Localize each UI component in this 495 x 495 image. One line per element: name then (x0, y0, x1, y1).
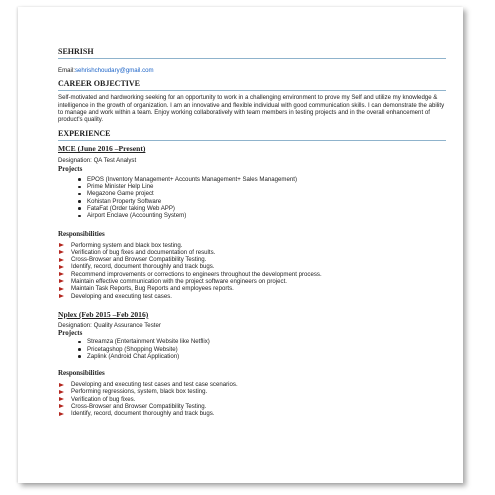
email-line (58, 67, 446, 74)
job-entry (58, 310, 446, 418)
list-item-text: Verification of bug fixes and documentation of results. (71, 248, 216, 256)
arrow-bullet-icon (59, 390, 64, 394)
projects-list (58, 338, 446, 360)
arrow-bullet-icon (59, 397, 64, 401)
job-title: Nplex (Feb 2015 –Feb 2016) (58, 309, 149, 319)
list-item: Pricetagshop (Shopping Website) (78, 346, 446, 353)
list-item (58, 271, 446, 278)
arrow-bullet-icon (59, 272, 64, 276)
list-item-text: Maintain Task Reports, Bug Reports and employees reports. (71, 285, 234, 293)
divider (58, 140, 446, 141)
arrow-bullet-icon (59, 279, 64, 283)
list-item-text: Cross-Browser and Browser Compatibility Testing. (71, 403, 207, 411)
responsibilities-list (58, 242, 446, 300)
list-item: EPOS (Inventory Management+ Accounts Management+ Sales Management) (78, 176, 446, 183)
list-item (58, 285, 446, 292)
arrow-bullet-icon (59, 258, 64, 262)
job-designation: Designation: QA Test Analyst (58, 157, 137, 165)
arrow-bullet-icon (59, 294, 64, 298)
experience-heading: EXPERIENCE (58, 129, 111, 139)
list-item (58, 263, 446, 270)
arrow-bullet-icon (59, 287, 64, 291)
list-item: Prime Minister Help Line (78, 183, 446, 190)
arrow-bullet-icon (59, 412, 64, 416)
list-item-text: Cross-Browser and Browser Compatibility Testing. (71, 256, 207, 264)
list-item (58, 396, 446, 403)
resume-content (58, 47, 446, 418)
projects-heading: Projects (58, 329, 83, 338)
arrow-bullet-icon (59, 243, 64, 247)
resume-page (18, 7, 463, 483)
list-item-text: Performing system and black box testing. (71, 241, 183, 249)
list-item (58, 388, 446, 395)
job-designation: Designation: Quality Assurance Tester (58, 321, 161, 329)
candidate-name: SEHRISH (58, 47, 94, 56)
list-item (58, 249, 446, 256)
responsibilities-list (58, 381, 446, 417)
list-item (58, 293, 446, 300)
list-item: Streamza (Entertainment Website like Netflix) (78, 338, 446, 345)
arrow-bullet-icon (59, 383, 64, 387)
list-item-text: Maintain effective communication with the project software engineers on project. (71, 278, 287, 286)
list-item: FataFat (Order taking Web APP) (78, 205, 446, 212)
responsibilities-heading: Responsibilities (58, 369, 105, 378)
list-item-text: Identify, record, document thoroughly and track bugs. (71, 410, 215, 418)
list-item (58, 381, 446, 388)
list-item-text: Identify, record, document thoroughly and track bugs. (71, 263, 215, 271)
job-entry (58, 144, 446, 299)
list-item: Airport Enclave (Accounting System) (78, 212, 446, 219)
projects-list (58, 176, 446, 220)
list-item: Kohistan Property Software (78, 198, 446, 205)
career-objective-heading: CAREER OBJECTIVE (58, 79, 141, 89)
arrow-bullet-icon (59, 250, 64, 254)
list-item-text: Verification of bug fixes. (71, 395, 136, 403)
list-item (58, 278, 446, 285)
list-item: Zaplink (Android Chat Application) (78, 353, 446, 360)
divider (58, 90, 446, 91)
list-item-text: Developing and executing test cases. (71, 292, 172, 300)
email-label: Email: (58, 67, 75, 74)
email-link[interactable]: sehrishchoudary@gmail.com (74, 67, 154, 74)
list-item (58, 256, 446, 263)
list-item (58, 410, 446, 417)
list-item (58, 403, 446, 410)
list-item (58, 242, 446, 249)
divider (58, 58, 446, 59)
arrow-bullet-icon (59, 265, 64, 269)
job-title: MCE (June 2016 –Present) (58, 144, 146, 154)
career-objective-text: Self-motivated and hardworking seeking for an opportunity to work in a challenging environment to prove my Self and utilize my knowledge & intelligence in the growth of organization. I am an innovative and flexible individual with good communication skills. I can demonstrate the ability to manage and work within a team. Enjoy working collaboratively with team members in testing projects and in the overall enhancement of product's quality. (58, 94, 445, 124)
responsibilities-heading: Responsibilities (58, 229, 105, 238)
list-item-text: Developing and executing test cases and test case scenarios. (71, 381, 238, 389)
list-item-text: Recommend improvements or corrections to engineers throughout the development process. (71, 270, 322, 278)
projects-heading: Projects (58, 164, 83, 173)
list-item-text: Performing regressions, system, black box testing. (71, 388, 208, 396)
list-item: Megazone Game project (78, 190, 446, 197)
arrow-bullet-icon (59, 404, 64, 408)
